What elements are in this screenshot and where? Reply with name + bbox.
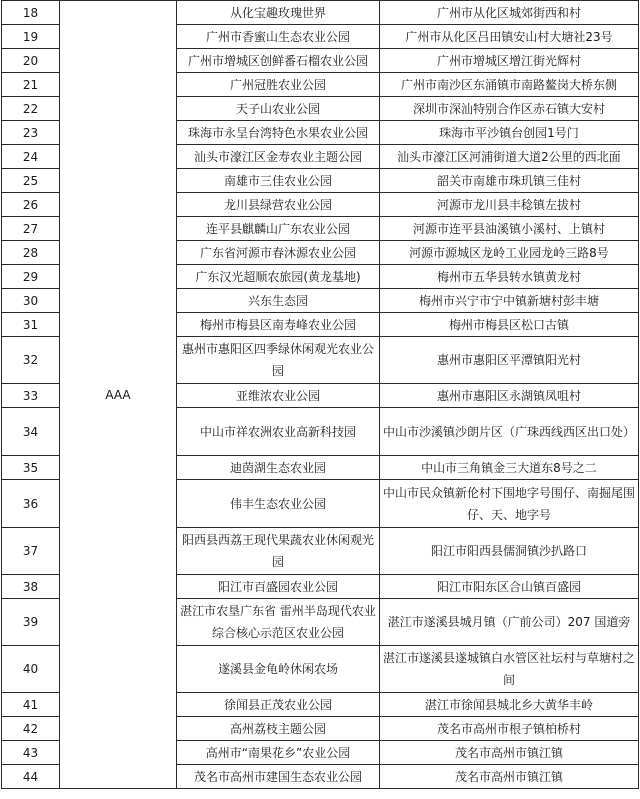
row-number: 18	[2, 1, 60, 25]
park-name-cell: 连平县麒麟山广东农业公园	[177, 217, 380, 241]
row-number: 34	[2, 408, 60, 456]
row-number: 19	[2, 25, 60, 49]
address-cell: 珠海市平沙镇台创园1号门	[380, 121, 639, 145]
address-cell: 汕头市濠江区河浦街道大道2公里的西北面	[380, 145, 639, 169]
row-number: 21	[2, 73, 60, 97]
grade-cell: AAA	[60, 1, 177, 789]
row-number: 22	[2, 97, 60, 121]
address-cell: 广州市从化区吕田镇安山村大塘社23号	[380, 25, 639, 49]
park-name-cell: 徐闻县正茂农业公园	[177, 693, 380, 717]
address-cell: 梅州市五华县转水镇黄龙村	[380, 265, 639, 289]
row-number: 32	[2, 337, 60, 384]
park-name-cell: 广州市增城区创鲜番石榴农业公园	[177, 49, 380, 73]
park-name-cell: 高州市“南果花乡”农业公园	[177, 741, 380, 765]
row-number: 27	[2, 217, 60, 241]
address-cell: 湛江市遂溪县遂城镇白水管区社坛村与草塘村之间	[380, 646, 639, 693]
park-name-cell: 珠海市永呈台湾特色水果农业公园	[177, 121, 380, 145]
row-number: 24	[2, 145, 60, 169]
row-number: 26	[2, 193, 60, 217]
park-name-cell: 湛江市农垦广东省 雷州半岛现代农业综合核心示范区农业公园	[177, 599, 380, 646]
park-name-cell: 广东省河源市春沐源农业公园	[177, 241, 380, 265]
address-cell: 广州市南沙区东涌镇市南路鳌岗大桥东侧	[380, 73, 639, 97]
table-row	[2, 1, 639, 25]
address-cell: 茂名市高州市镇江镇	[380, 765, 639, 789]
park-name-cell: 广东汉光超顺农旅园(黄龙基地)	[177, 265, 380, 289]
park-name-cell: 中山市祥农洲农业高新科技园	[177, 408, 380, 456]
park-name-cell: 亚维浓农业公园	[177, 384, 380, 408]
park-name-cell: 遂溪县金龟岭休闲农场	[177, 646, 380, 693]
park-list-table	[1, 0, 639, 789]
address-cell: 惠州市惠阳区平潭镇阳光村	[380, 337, 639, 384]
park-name-cell: 阳西县西荔王现代果蔬农业休闲观光园	[177, 528, 380, 575]
address-cell: 广州市从化区城郊街西和村	[380, 1, 639, 25]
address-cell: 河源市连平县油溪镇小溪村、上镇村	[380, 217, 639, 241]
park-name-cell: 兴东生态园	[177, 289, 380, 313]
address-cell: 梅州市梅县区松口古镇	[380, 313, 639, 337]
park-name-cell: 龙川县绿营农业公园	[177, 193, 380, 217]
park-name-cell: 广州市香蜜山生态农业公园	[177, 25, 380, 49]
park-name-cell: 汕头市濠江区金寿农业主题公园	[177, 145, 380, 169]
row-number: 42	[2, 717, 60, 741]
park-name-cell: 惠州市惠阳区四季绿休闲观光农业公园	[177, 337, 380, 384]
park-name-cell: 广州冠胜农业公园	[177, 73, 380, 97]
row-number: 40	[2, 646, 60, 693]
address-cell: 中山市三角镇金三大道东8号之二	[380, 456, 639, 480]
address-cell: 阳江市阳东区合山镇百盛园	[380, 575, 639, 599]
park-name-cell: 从化宝趣玫瑰世界	[177, 1, 380, 25]
park-name-cell: 迪茵湖生态农业园	[177, 456, 380, 480]
row-number: 20	[2, 49, 60, 73]
address-cell: 梅州市兴宁市宁中镇新塘村彭丰塘	[380, 289, 639, 313]
row-number: 29	[2, 265, 60, 289]
row-number: 38	[2, 575, 60, 599]
park-name-cell: 南雄市三佳农业公园	[177, 169, 380, 193]
address-cell: 茂名市高州市根子镇柏桥村	[380, 717, 639, 741]
address-cell: 河源市源城区龙岭工业园龙岭三路8号	[380, 241, 639, 265]
row-number: 39	[2, 599, 60, 646]
row-number: 31	[2, 313, 60, 337]
park-name-cell: 梅州市梅县区南寿峰农业公园	[177, 313, 380, 337]
park-name-cell: 伟丰生态农业公园	[177, 480, 380, 528]
row-number: 35	[2, 456, 60, 480]
address-cell: 茂名市高州市镇江镇	[380, 741, 639, 765]
address-cell: 湛江市遂溪县城月镇（广前公司）207 国道旁	[380, 599, 639, 646]
row-number: 41	[2, 693, 60, 717]
row-number: 44	[2, 765, 60, 789]
row-number: 23	[2, 121, 60, 145]
row-number: 36	[2, 480, 60, 528]
row-number: 28	[2, 241, 60, 265]
row-number: 30	[2, 289, 60, 313]
park-name-cell: 天子山农业公园	[177, 97, 380, 121]
row-number: 43	[2, 741, 60, 765]
park-name-cell: 阳江市百盛园农业公园	[177, 575, 380, 599]
row-number: 25	[2, 169, 60, 193]
address-cell: 阳江市阳西县儒洞镇沙扒路口	[380, 528, 639, 575]
park-name-cell: 高州荔枝主题公园	[177, 717, 380, 741]
address-cell: 惠州市惠阳区永湖镇凤咀村	[380, 384, 639, 408]
address-cell: 广州市增城区增江街光辉村	[380, 49, 639, 73]
address-cell: 韶关市南雄市珠玑镇三佳村	[380, 169, 639, 193]
table-body	[2, 1, 639, 789]
address-cell: 湛江市徐闻县城北乡大黄华丰岭	[380, 693, 639, 717]
park-name-cell: 茂名市高州市建国生态农业公园	[177, 765, 380, 789]
address-cell: 深圳市深汕特别合作区赤石镇大安村	[380, 97, 639, 121]
address-cell: 中山市沙溪镇沙朗片区（广珠西线西区出口处）	[380, 408, 639, 456]
address-cell: 中山市民众镇新伦村下围地字号围仔、南掘尾围仔、天、地字号	[380, 480, 639, 528]
row-number: 33	[2, 384, 60, 408]
row-number: 37	[2, 528, 60, 575]
address-cell: 河源市龙川县丰稔镇左拔村	[380, 193, 639, 217]
